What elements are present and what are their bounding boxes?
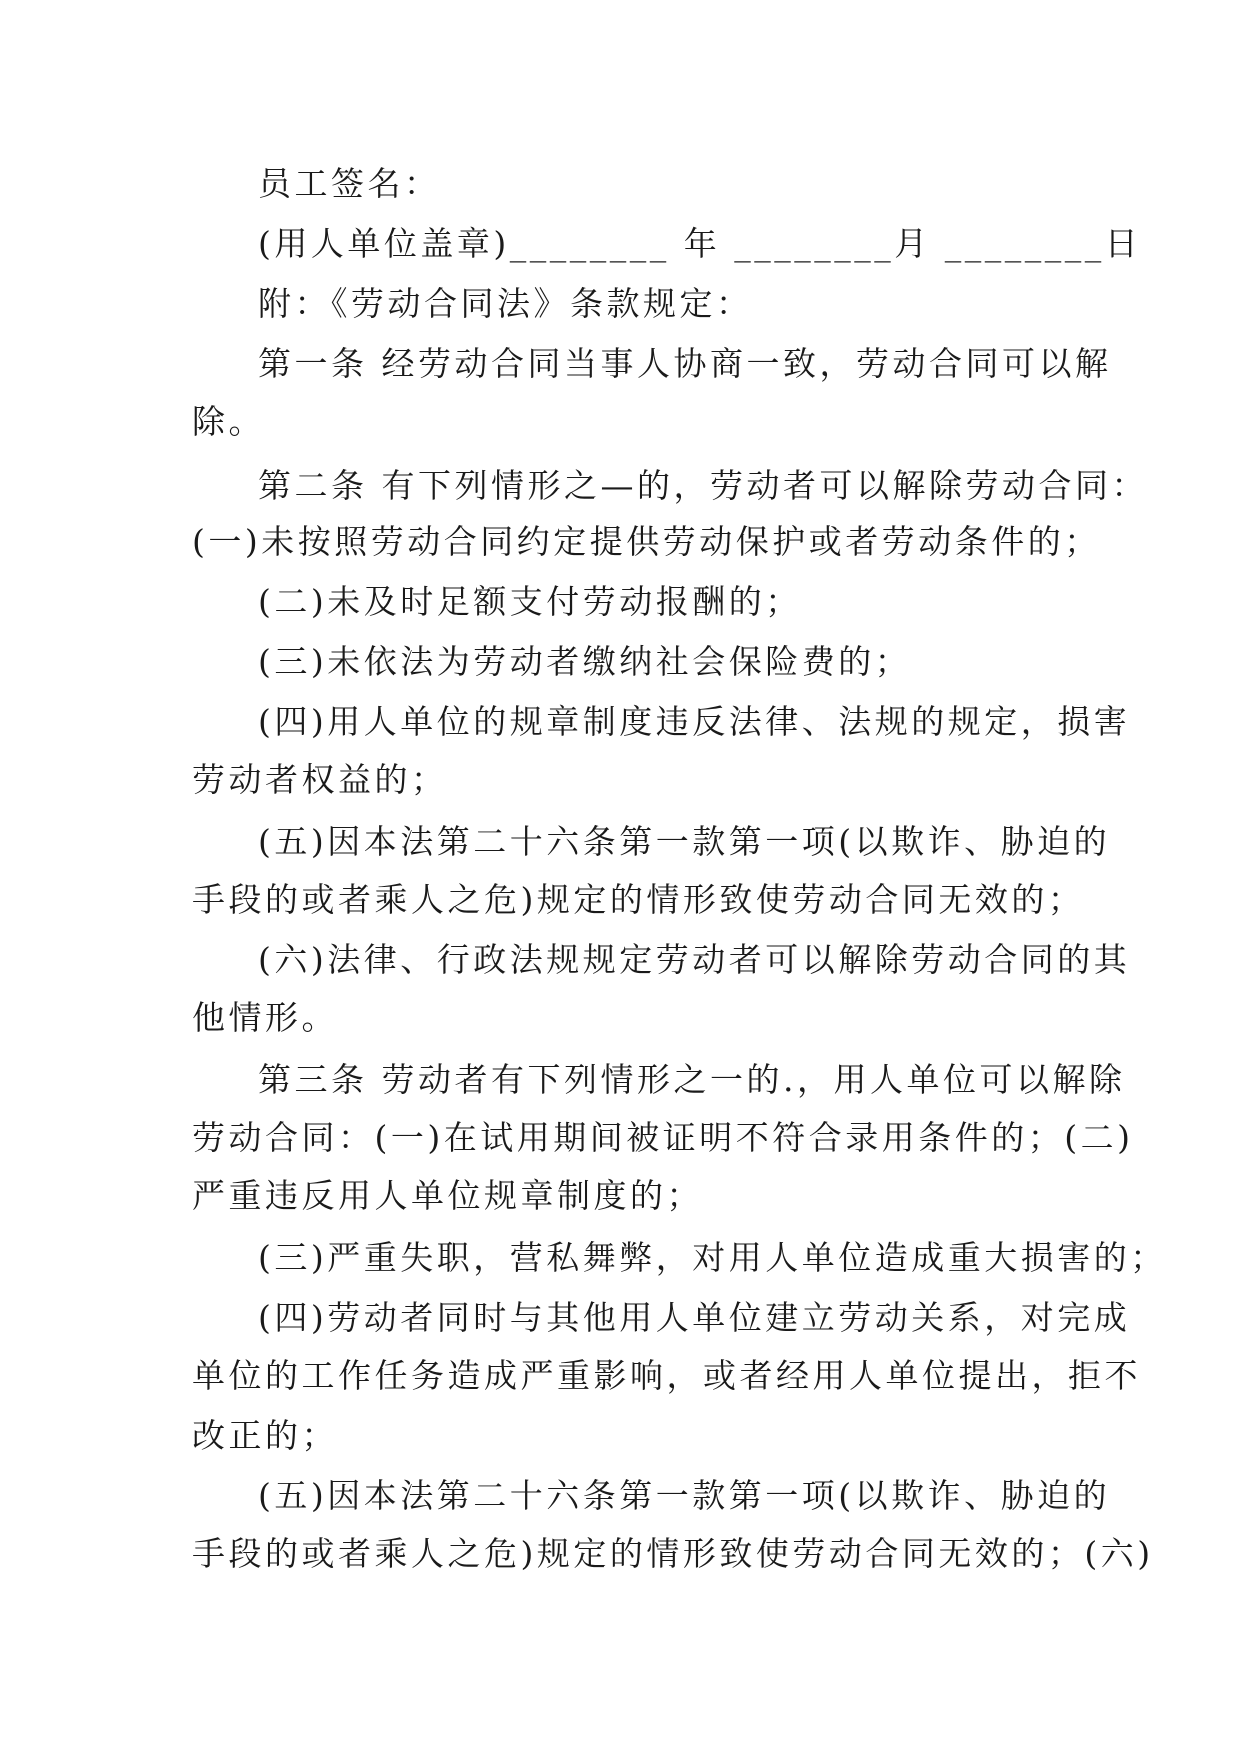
article-3-line-3: 严重违反用人单位规章制度的； (192, 1176, 703, 1215)
article-3-item-5-line-1: (五)因本法第二十六条第一款第一项(以欺诈、胁迫的 (258, 1476, 1111, 1515)
article-2-item-6-line-2: 他情形。 (192, 998, 338, 1037)
article-2-item-4-line-1: (四)用人单位的规章制度违反法律、法规的规定，损害 (258, 702, 1131, 741)
article-3-item-5-line-2: 手段的或者乘人之危)规定的情形致使劳动合同无效的；(六) (192, 1534, 1154, 1573)
article-3-item-4-line-3: 改正的； (192, 1416, 338, 1455)
article-3-line-1: 第三条 劳动者有下列情形之一的.，用人单位可以解除 (258, 1060, 1126, 1099)
article-2-item-4-line-2: 劳动者权益的； (192, 760, 448, 799)
article-2-item-2: (二)未及时足额支付劳动报酬的； (258, 582, 802, 621)
article-3-item-4-line-1: (四)劳动者同时与其他用人单位建立劳动关系，对完成 (258, 1298, 1131, 1337)
article-2-item-6-line-1: (六)法律、行政法规规定劳动者可以解除劳动合同的其 (258, 940, 1131, 979)
employer-seal-date-line: (用人单位盖章)________ 年 ________月 ________日 (258, 224, 1142, 263)
article-2-line-1: 第二条 有下列情形之—的，劳动者可以解除劳动合同： (258, 466, 1148, 505)
article-2-item-1: (一)未按照劳动合同约定提供劳动保护或者劳动条件的； (192, 522, 1101, 561)
article-2-item-3: (三)未依法为劳动者缴纳社会保险费的； (258, 642, 912, 681)
article-2-item-5-line-1: (五)因本法第二十六条第一款第一项(以欺诈、胁迫的 (258, 822, 1111, 861)
article-1-line-1: 第一条 经劳动合同当事人协商一致，劳动合同可以解 (258, 344, 1112, 383)
employee-signature-line: 员工签名： (258, 164, 441, 203)
appendix-heading: 附：《劳动合同法》条款规定： (258, 284, 753, 323)
article-2-item-5-line-2: 手段的或者乘人之危)规定的情形致使劳动合同无效的； (192, 880, 1085, 919)
article-3-item-4-line-2: 单位的工作任务造成严重影响，或者经用人单位提出，拒不 (192, 1356, 1141, 1395)
article-1-line-2: 除。 (192, 402, 265, 441)
article-3-item-3: (三)严重失职，营私舞弊，对用人单位造成重大损害的； (258, 1238, 1167, 1277)
article-3-line-2: 劳动合同：(一)在试用期间被证明不符合录用条件的；(二) (192, 1118, 1134, 1157)
